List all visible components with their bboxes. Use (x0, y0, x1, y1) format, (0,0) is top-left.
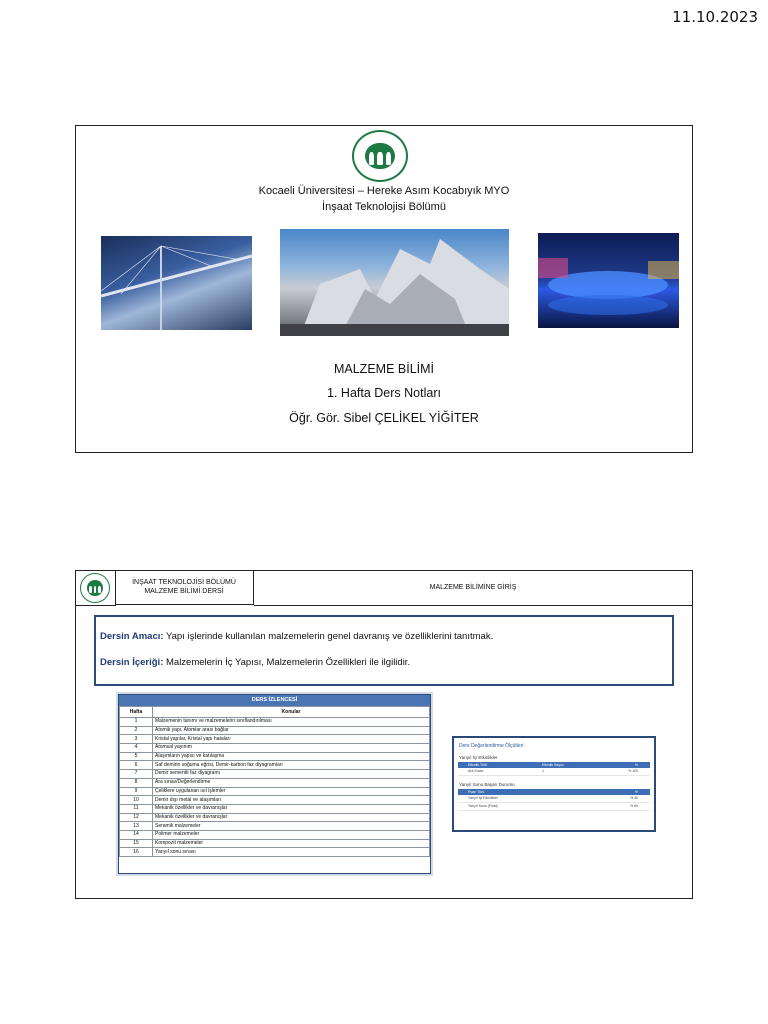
syllabus-row (120, 796, 430, 805)
syllabus-week-number: 7 (120, 770, 153, 779)
course-content (100, 657, 410, 668)
page-date: 11.10.2023 (672, 8, 758, 26)
university-name: Kocaeli Üniversitesi – Hereke Asım Kocabıyık MYO (258, 185, 510, 197)
syllabus-week-number: 14 (120, 830, 153, 839)
department-name: İnşaat Teknolojisi Bölümü (322, 201, 446, 213)
evaluation-row (458, 795, 650, 803)
header-department (115, 571, 254, 605)
course-title: MALZEME BİLİMİ (333, 362, 435, 376)
syllabus-row (120, 726, 430, 735)
slide-title (75, 125, 693, 453)
syllabus-week-number: 11 (120, 804, 153, 813)
course-content-text: Malzemelerin İç Yapısı, Malzemelerin Özellikleri ile ilgilidir. (163, 657, 411, 668)
syllabus-topic: Mekanik özellikler ve davranışlar (153, 813, 430, 822)
course-goal-box (94, 615, 674, 686)
syllabus-topic: Çeliklere uygulanan ısıl işlemler (153, 787, 430, 796)
syllabus-topic: Yarıyıl sonu sınavı (153, 848, 430, 857)
eval-cell: Yarıyıl Sonu (Final) (468, 804, 498, 808)
syllabus-topic: Polimer malzemeler (153, 830, 430, 839)
syllabus-topic: Kompozit malzemeler (153, 839, 430, 848)
syllabus-topic: Alaşımların yapısı ve katılaşma (153, 752, 430, 761)
syllabus-week-number: 1 (120, 718, 153, 727)
syllabus-topic: Demir dışı metal ve alaşımları (153, 796, 430, 805)
syllabus-topic: Atomsal yayınım (153, 744, 430, 753)
slide-introduction (75, 570, 693, 899)
university-logo-icon (80, 573, 110, 603)
syllabus-week-number: 6 (120, 761, 153, 770)
header-department-line1: İNŞAAT TEKNOLOJİSİ BÖLÜMÜ (132, 579, 236, 586)
eval-cell: Yarıyıl İçi Etkinlikler (468, 796, 499, 800)
course-goal (100, 631, 493, 642)
syllabus-row (120, 822, 430, 831)
eval-cell: % 40 (630, 796, 638, 800)
eval-col-count: Etkinlik Sayısı (542, 763, 564, 767)
syllabus-row (120, 761, 430, 770)
syllabus-table (118, 694, 431, 874)
syllabus-row (120, 770, 430, 779)
bridge-photo (101, 236, 252, 330)
header-department-line2: MALZEME BİLİMİ DERSİ (144, 588, 224, 595)
syllabus-topic: Malzemenin tanımı ve malzemelerin sınıflandırılması (153, 718, 430, 727)
instructor-name: Öğr. Gör. Sibel ÇELİKEL YİĞİTER (289, 411, 479, 425)
syllabus-row (120, 787, 430, 796)
syllabus-week-number: 13 (120, 822, 153, 831)
eval-cell: 1 (542, 769, 544, 773)
syllabus-week-number: 3 (120, 735, 153, 744)
eval-col-percent: % (634, 763, 638, 767)
syllabus-week-number: 4 (120, 744, 153, 753)
syllabus-row (120, 839, 430, 848)
syllabus-week-number: 15 (120, 839, 153, 848)
syllabus-row (120, 752, 430, 761)
evaluation-row (458, 768, 650, 776)
syllabus-title: DERS İZLENCESİ (119, 695, 430, 706)
eval-cell: % 60 (630, 804, 638, 808)
syllabus-row (120, 804, 430, 813)
evaluation-panel (452, 736, 656, 832)
syllabus-topic: Saf demirin soğuma eğrisi, Demir-karbon faz diyagramları (153, 761, 430, 770)
syllabus-row (120, 830, 430, 839)
week-title: 1. Hafta Ders Notları (327, 386, 441, 400)
eval-col-type: Etkinlik Türü (468, 763, 488, 767)
course-goal-text: Yapı işlerinde kullanılan malzemelerin genel davranış ve özelliklerini tanıtmak. (163, 631, 494, 642)
course-content-label: Dersin İçeriği: (100, 657, 164, 668)
syllabus-row (120, 735, 430, 744)
syllabus-week-number: 8 (120, 778, 153, 787)
evaluation-row (458, 803, 650, 811)
syllabus-topic: Kristal yapılar, Kristal yapı hataları (153, 735, 430, 744)
syllabus-col-week: Hafta (120, 707, 153, 718)
evaluation-section2: Yarıyıl Sonu Başarı Durumu (459, 782, 515, 787)
header-logo-cell (76, 571, 116, 606)
syllabus-row (120, 744, 430, 753)
syllabus-topic: Demir sementit faz diyagramı (153, 770, 430, 779)
syllabus-week-number: 16 (120, 848, 153, 857)
syllabus-row (120, 848, 430, 857)
syllabus-topic: Seramik malzemeler (153, 822, 430, 831)
syllabus-week-number: 9 (120, 787, 153, 796)
evaluation-section1: Yarıyıl İçi Etkinlikler (459, 755, 498, 760)
syllabus-topic: Mekanik özellikler ve davranışlar (153, 804, 430, 813)
syllabus-week-number: 2 (120, 726, 153, 735)
eval-col-percent: % (634, 790, 638, 794)
syllabus-row (120, 778, 430, 787)
syllabus-row (120, 813, 430, 822)
eval-cell: Ara Sınav (468, 769, 484, 773)
evaluation-title: Ders Değerlendirme Ölçütleri (459, 743, 524, 749)
syllabus-week-number: 5 (120, 752, 153, 761)
university-logo-icon (352, 130, 408, 182)
syllabus-row (120, 718, 430, 727)
syllabus-topic: Atomik yapı, Atomlar arası bağlar (153, 726, 430, 735)
course-goal-label: Dersin Amacı: (100, 631, 164, 642)
eval-col-score-type: Puan Türü (468, 790, 485, 794)
header-slide-title: MALZEME BİLİMİNE GİRİŞ (254, 571, 692, 606)
eval-cell: % 100 (628, 769, 638, 773)
syllabus-topic: Ara sınav/Değerlendirme (153, 778, 430, 787)
illuminated-building-photo (538, 233, 679, 328)
syllabus-col-topic: Konular (153, 707, 430, 718)
concert-hall-photo (280, 229, 509, 336)
syllabus-week-number: 10 (120, 796, 153, 805)
syllabus-week-number: 12 (120, 813, 153, 822)
